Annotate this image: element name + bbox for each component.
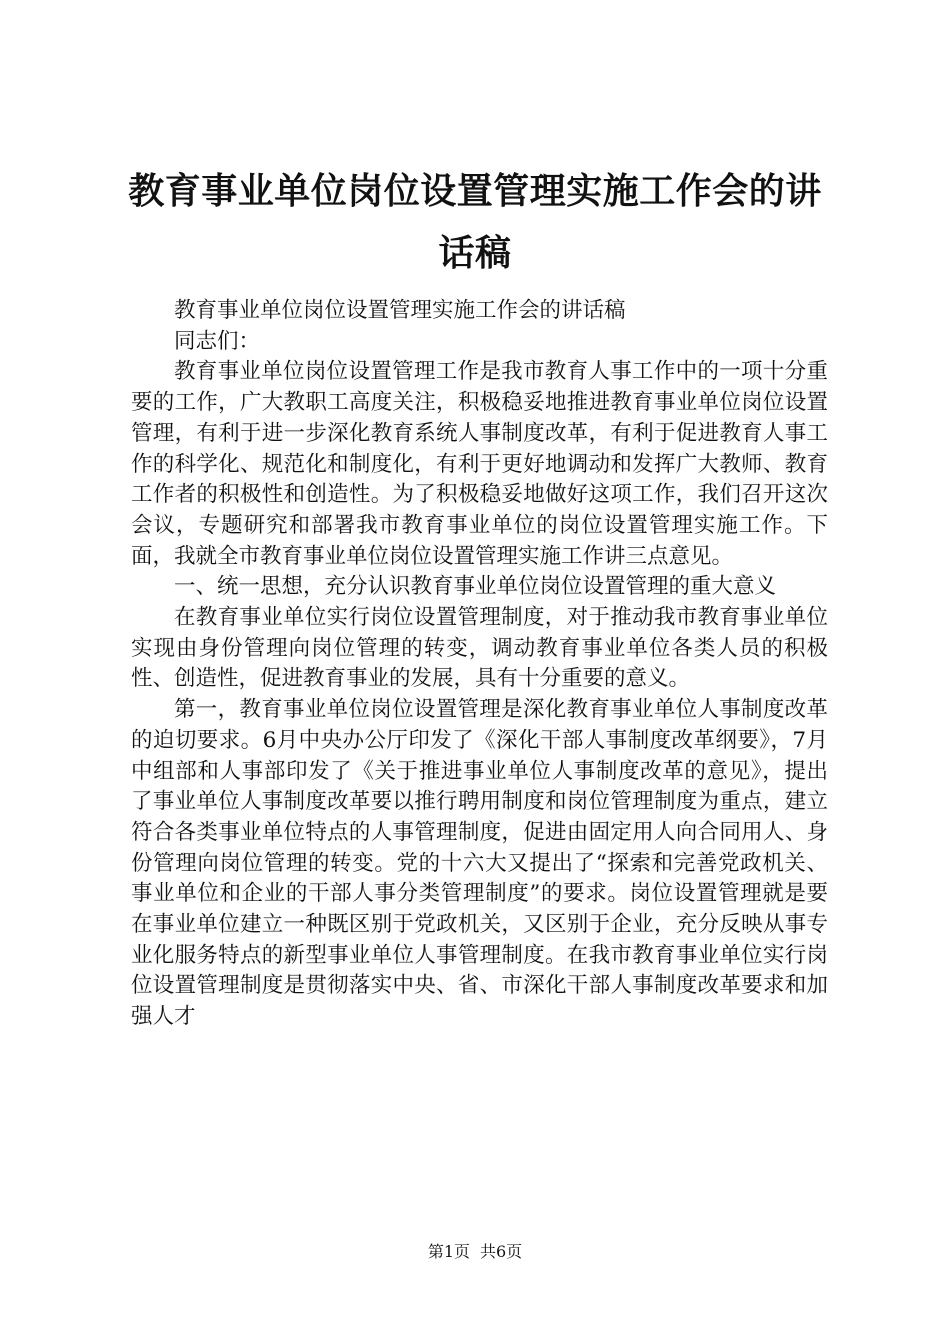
document-body xyxy=(131,296,828,1033)
paragraph-heading-one: 一、统一思想，充分认识教育事业单位岗位设置管理的重大意义 xyxy=(174,574,777,600)
paragraph-significance: 在教育事业单位实行岗位设置管理制度，对于推动我市教育事业单位实现由身份管理向岗位管理的转变，调动教育事业单位各类人员的积极性、创造性，促进教育事业的发展，具有十分重要的意义。 xyxy=(131,605,828,692)
paragraph-subtitle: 教育事业单位岗位设置管理实施工作会的讲话稿 xyxy=(174,298,626,323)
document-title: 教育事业单位岗位设置管理实施工作会的讲话稿 xyxy=(128,170,822,274)
paragraph-salutation: 同志们： xyxy=(174,328,261,354)
page-number: 第1页 xyxy=(427,1242,470,1261)
page-total: 共6页 xyxy=(480,1242,523,1261)
paragraph-intro: 教育事业单位岗位设置管理工作是我市教育人事工作中的一项十分重要的工作，广大教职工高度关注，积极稳妥地推进教育事业单位岗位设置管理，有利于进一步深化教育系统人事制度改革，有利于促进教育人事工作的科学化、规范化和制度化，有利于更好地调动和发挥广大教师、教育工作者的积极性和创造性。为了积极稳妥地做好这项工作，我们召开这次会议，专题研究和部署我市教育事业单位的岗位设置管理实施工作。下面，我就全市教育事业单位岗位设置管理实施工作讲三点意见。 xyxy=(131,359,828,569)
paragraph-first-point: 第一，教育事业单位岗位设置管理是深化教育事业单位人事制度改革的迫切要求。6月中央办公厅印发了《深化干部人事制度改革纲要》，7月中组部和人事部印发了《关于推进事业单位人事制度改革的意见》，提出了事业单位人事制度改革要以推行聘用制度和岗位管理制度为重点，建立符合各类事业单位特点的人事管理制度，促进由固定用人向合同用人、身份管理向岗位管理的转变。党的十六大又提出了“探索和完善党政机关、事业单位和企业的干部人事分类管理制度”的要求。岗位设置管理就是要在事业单位建立一种既区别于党政机关，又区别于企业，充分反映从事专业化服务特点的新型事业单位人事管理制度。在我市教育事业单位实行岗位设置管理制度是贯彻落实中央、省、市深化干部人事制度改革要求和加强人才 xyxy=(131,697,828,1030)
page-footer xyxy=(0,1240,950,1264)
